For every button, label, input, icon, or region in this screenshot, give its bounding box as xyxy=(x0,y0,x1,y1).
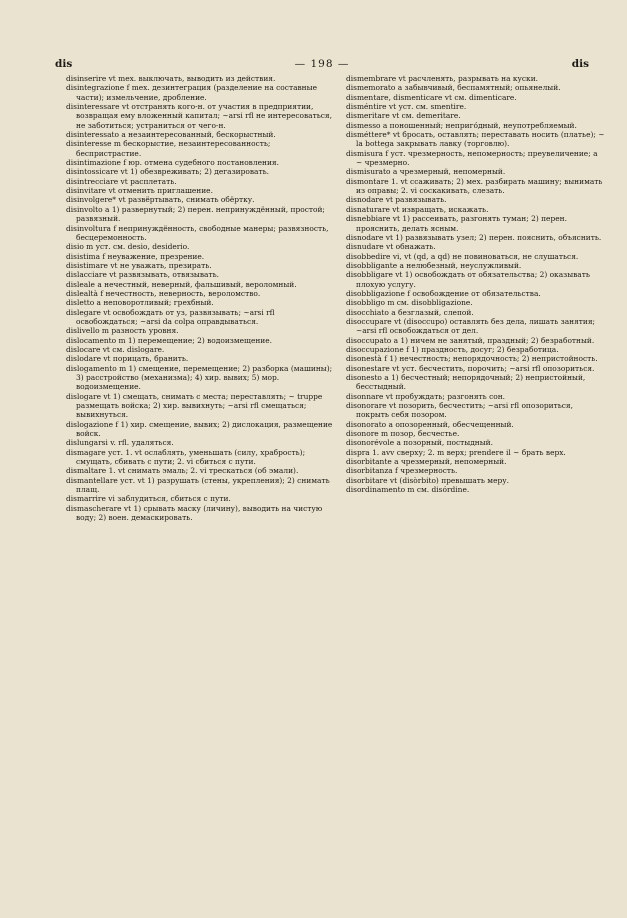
dictionary-entry: dislegare vt освобождать от уз, развязывать; ~arsi rfl освобождаться; ~arsi da colpa оправдываться. xyxy=(66,307,275,326)
dictionary-entry: disonnare vt пробуждать; разгонять сон. xyxy=(346,391,506,401)
dictionary-entry: disletto a неповоротливый; грехбный. xyxy=(66,298,214,308)
dictionary-entry: disméntire vt уст. см. smentire. xyxy=(346,102,467,112)
dictionary-entry: disinvolgere* vt развёртывать, снимать обёртку. xyxy=(66,195,255,205)
dictionary-entry: dismarrire vi заблудиться, сбиться с пути. xyxy=(66,494,231,504)
dictionary-entry: dislocamento m 1) перемещение; 2) водоизмещение. xyxy=(66,335,273,345)
dictionary-entry: disordinamento m см. disórdine. xyxy=(346,485,470,495)
dictionary-entry: disonorato a опозоренный, обесчещенный. xyxy=(346,419,514,429)
dictionary-entry: dismentare, dismenticare vt см. dimenticare. xyxy=(346,92,517,102)
dictionary-entry: disorbitanza f чрезмерность. xyxy=(346,466,458,476)
dictionary-entry: disistimare vt не уважать, презирать. xyxy=(66,260,212,270)
dictionary-entry: dislealtà f нечестность, неверность, вероломство. xyxy=(66,288,261,298)
dictionary-entry: disintimazione f юр. отмена судебного постановления. xyxy=(66,158,279,168)
dictionary-entry: disinvitare vt отменить приглашение. xyxy=(66,186,213,196)
dictionary-entry: disonorare vt позорить, бесчестить; ~arsi rfl опозориться, покрыть себя позором. xyxy=(346,401,573,420)
dictionary-entry: disonestà f 1) нечестность; непорядочность; 2) непристойность. xyxy=(346,354,598,364)
dictionary-entry: disinteressato a незаинтересованный, бескорыстный. xyxy=(66,130,276,140)
dictionary-entry: dislocare vt см. dislogare. xyxy=(66,344,165,354)
dictionary-entry: disocchiato a безглазый, слепой. xyxy=(346,307,474,317)
dictionary-entry: disintrecciare vt расплетать. xyxy=(66,176,177,186)
header-left-guide-word: dis xyxy=(55,58,73,70)
dictionary-entry: disobbligazione f освобождение от обязательства. xyxy=(346,288,541,298)
dictionary-entry: disinteresse m бескорыстие, незаинтересованность; беспристрастие. xyxy=(66,139,271,158)
dictionary-entry: disoccupazione f 1) праздность, досуг; 2) безработица. xyxy=(346,344,559,354)
dictionary-entry: dispra 1. avv сверху; 2. m верх; prendere il ~ брать верх. xyxy=(346,447,566,457)
dictionary-entry: disinteressare vt отстранять кого-н. от участия в предприятии, возвращая ему вложенный капитал; ~arsi rfl не интересоваться, не заботиться; устраниться от чего-н. xyxy=(66,102,332,130)
dictionary-entry: disonore m позор, бесчестье. xyxy=(346,429,460,439)
dictionary-entry: dismisura f уст. чрезмерность, непомерность; преувеличение; a ~ чрезмерно. xyxy=(346,148,598,168)
dictionary-entry: disintossicare vt 1) обезвреживать; 2) дегазировать. xyxy=(66,167,270,177)
dictionary-entry: disoccupato a 1) ничем не занятый, праздный; 2) безработный. xyxy=(346,335,595,345)
dictionary-entry: disinvolto a 1) развернутый; 2) перен. непринуждённый, простой; развязный. xyxy=(66,204,325,224)
dictionary-entry: dismontare 1. vt ссаживать; 2) мех. разбирать машину; вынимать из оправы; 2. vi соскакивать, слезать. xyxy=(346,176,603,196)
dictionary-entry: disonestare vt уст. бесчестить, порочить; ~arsi rfl опозориться. xyxy=(346,363,595,373)
dictionary-entry: dismeritare vt см. demeritare. xyxy=(346,111,461,121)
dictionary-entry: disobbedire vi, vt (qd, a qd) не повиноваться, не слушаться. xyxy=(346,251,579,261)
dictionary-entry: disonesto a 1) бесчестный; непорядочный; 2) непристойный, бесстыдный. xyxy=(346,373,586,392)
dictionary-entry: disoccupare vt (disoccupo) оставлять без дела, лишать занятия; ~arsi rfl освобождаться от дел. xyxy=(346,316,596,336)
dictionary-entry: disméttere* vt бросать, оставлять; переставать носить (платье); ~ la bottega закрывать лавку (торговлю). xyxy=(346,130,605,149)
dictionary-entry: disnebbiare vt 1) рассеивать, разгонять туман; 2) перен. прояснить, делать ясным. xyxy=(346,214,567,233)
dictionary-entry: dismembrare vt расчленять, разрывать на куски. xyxy=(346,74,539,83)
dictionary-entry: dislivello m разность уровня. xyxy=(66,326,179,336)
dictionary-entry: disobbligare vt 1) освобождать от обязательства; 2) оказывать плохую услугу. xyxy=(346,270,590,289)
dictionary-entry: disinserire vt mex. выключать, выводить из действия. xyxy=(66,74,276,83)
dictionary-entry: dismagare уст. 1. vt ослаблять, уменьшать (силу, храбрость); смущать, сбивать с пути; 2. vi сбиться с пути. xyxy=(66,447,306,467)
dictionary-entry: disnodare vt 1) развязывать узел; 2) перен. пояснить, объяснить. xyxy=(346,232,602,242)
dictionary-entry: dislogare vt 1) смещать, снимать с места; переставлять; ~ truppe размещать войска; 2) хир. вывихнуть; ~arsi rfl смещаться; вывихнуться. xyxy=(66,391,323,420)
dictionary-entry: dislungarsi v. rfl. удаляться. xyxy=(66,438,174,448)
dictionary-entry: disistima f неуважение, презрение. xyxy=(66,251,205,261)
dictionary-entry: disnaturare vt извращать, искажать. xyxy=(346,204,489,214)
right-column xyxy=(346,74,606,494)
header-right-guide-word: dis xyxy=(571,58,589,70)
dictionary-entry: dismesso a поношенный; неприго́дный, неупотребляемый. xyxy=(346,120,577,130)
dictionary-entry: dislogazione f 1) хир. смещение, вывих; 2) дислокация, размещение войск. xyxy=(66,419,333,439)
dictionary-entry: dismascherare vt 1) срывать маску (личину), выводить на чистую воду; 2) воен. демаскировать. xyxy=(66,503,323,523)
dictionary-entry: disnodare vt развязывать. xyxy=(346,195,447,205)
dictionary-entry: dislodare vt порицать, бранить. xyxy=(66,354,189,364)
dictionary-entry: disobbligo m см. disobbligazione. xyxy=(346,298,473,308)
dictionary-entry: dismaltare 1. vt снимать эмаль; 2. vi трескаться (об эмали). xyxy=(66,466,299,476)
dictionary-entry: disleale a нечестный, неверный, фальшивый, вероломный. xyxy=(66,279,297,289)
dictionary-entry: disorbitante a чрезмерный, непомерный. xyxy=(346,457,507,467)
dictionary-entry: disorbitare vt (disòrbito) превышать меру. xyxy=(346,475,509,485)
dictionary-entry: disintegrazione f mex. дезинтеграция (разделение на составные части); измельчение, дробление. xyxy=(66,83,317,102)
dictionary-entry: dismantellare уст. vt 1) разрушать (стены, укрепления); 2) снимать плащ. xyxy=(66,475,330,495)
dictionary-entry: dismemorato a забывчивый, беспамятный; опьянелый. xyxy=(346,83,561,93)
dictionary-entry: disobbligante a нелюбезный, неуслужливый. xyxy=(346,260,522,270)
dictionary-entry: dismisurato a чрезмерный, непомерный. xyxy=(346,167,506,177)
left-column xyxy=(66,74,334,523)
dictionary-entry: disio m уст. см. desio, desiderio. xyxy=(66,242,190,252)
dictionary-entry: disinvoltura f непринуждённость, свободные манеры; развязность, бесцеремонность. xyxy=(66,223,329,242)
page-number: — 198 — xyxy=(294,58,350,70)
dictionary-entry: disonorévole a позорный, постыдный. xyxy=(346,438,493,448)
dictionary-entry: dislogamento m 1) смещение, перемещение; 2) разборка (машины); 3) расстройство (механизма); 4) хир. вывих; 5) мор. водоизмещение. xyxy=(66,363,333,392)
dictionary-entry: dislacciare vt развязывать, отвязывать. xyxy=(66,270,220,280)
dictionary-entry: disnudare vt обнажать. xyxy=(346,242,436,252)
page-header xyxy=(55,58,589,72)
